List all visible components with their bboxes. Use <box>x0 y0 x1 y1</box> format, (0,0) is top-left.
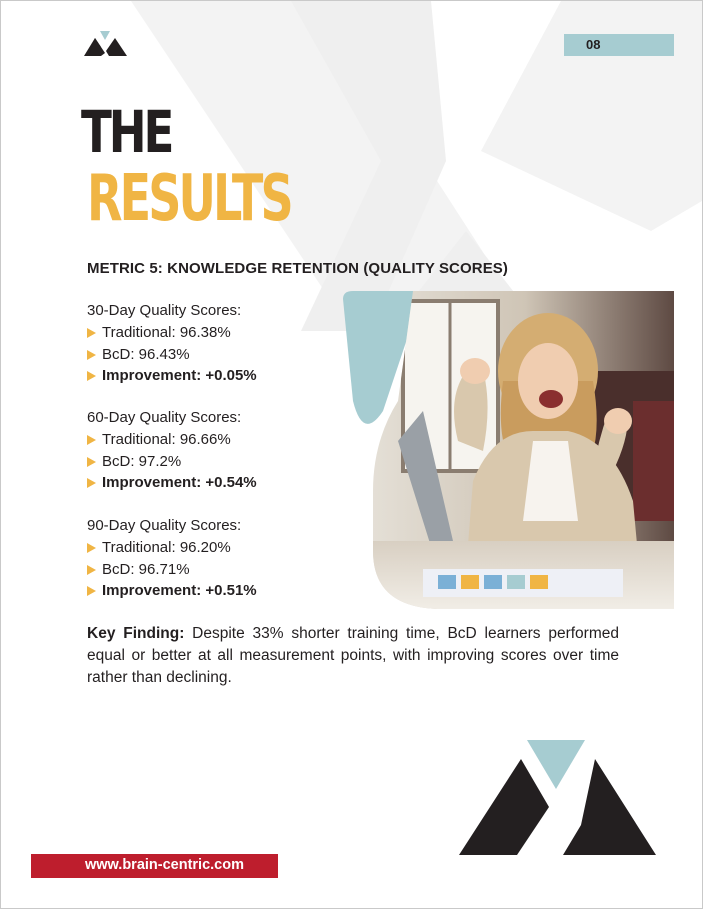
page-number-badge <box>564 34 674 56</box>
bullet-arrow-icon <box>87 478 96 488</box>
metric-heading: METRIC 5: KNOWLEDGE RETENTION (QUALITY SCORES) <box>87 260 508 277</box>
brand-logo-large-icon <box>459 739 659 857</box>
bullet-arrow-icon <box>87 371 96 381</box>
list-item <box>87 472 357 494</box>
website-bar <box>31 854 278 878</box>
key-finding-text: Despite 33% shorter training time, BcD learners performed equal or better at all measurement points, with improving scores over time rather than declining. <box>87 625 619 686</box>
brand-logo-icon <box>84 31 128 59</box>
bullet-arrow-icon <box>87 543 96 553</box>
list-item <box>87 451 357 473</box>
list-item <box>87 344 357 366</box>
list-item <box>87 537 357 559</box>
group-title: 60-Day Quality Scores: <box>87 409 242 426</box>
bullet-arrow-icon <box>87 586 96 596</box>
list-item <box>87 365 357 387</box>
list-item <box>87 322 357 344</box>
traditional-score: Traditional: 96.20% <box>102 539 231 556</box>
group-title: 90-Day Quality Scores: <box>87 517 242 534</box>
title-line-1: THE <box>81 98 172 166</box>
page-number: 08 <box>586 37 601 52</box>
list-item <box>87 580 357 602</box>
title-line-2: RESULTS <box>87 162 291 236</box>
celebrating-woman-photo <box>343 291 674 609</box>
list-item <box>87 429 357 451</box>
key-finding-paragraph <box>87 623 619 689</box>
score-group-60-day <box>87 407 357 494</box>
bcd-score: BcD: 96.71% <box>102 560 190 578</box>
bcd-score: BcD: 97.2% <box>102 452 182 470</box>
list-item <box>87 559 357 581</box>
group-title: 30-Day Quality Scores: <box>87 302 242 319</box>
bcd-score: BcD: 96.43% <box>102 345 190 363</box>
score-group-30-day <box>87 300 357 387</box>
bullet-arrow-icon <box>87 350 96 360</box>
bullet-arrow-icon <box>87 565 96 575</box>
traditional-score: Traditional: 96.66% <box>102 431 231 448</box>
key-finding-label: Key Finding: <box>87 625 185 642</box>
website-link[interactable]: www.brain-centric.com <box>85 857 244 873</box>
bullet-arrow-icon <box>87 328 96 338</box>
traditional-score: Traditional: 96.38% <box>102 324 231 341</box>
bullet-arrow-icon <box>87 457 96 467</box>
bullet-arrow-icon <box>87 435 96 445</box>
improvement-score: Improvement: +0.51% <box>102 582 257 599</box>
improvement-score: Improvement: +0.54% <box>102 474 257 491</box>
score-group-90-day <box>87 515 357 602</box>
improvement-score: Improvement: +0.05% <box>102 367 257 384</box>
